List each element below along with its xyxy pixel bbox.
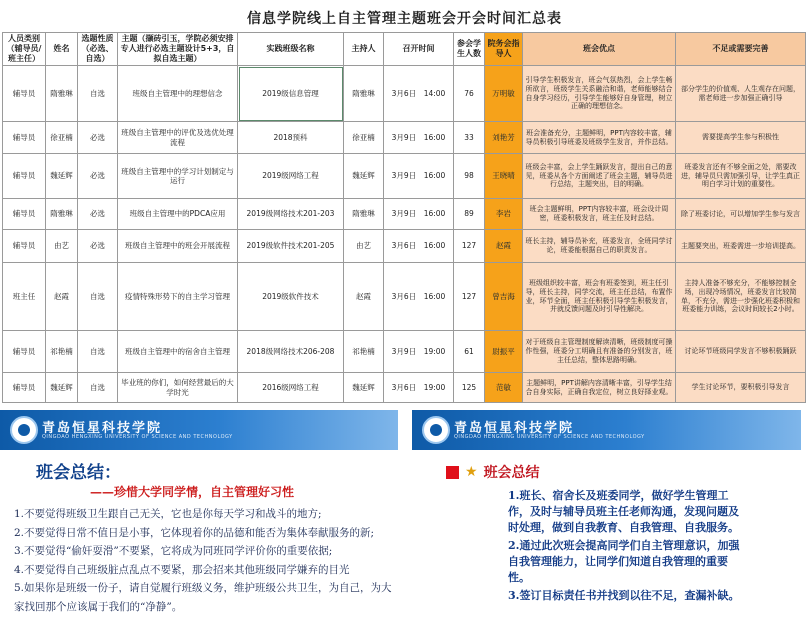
col-header-improvements: 不足或需要完善 bbox=[676, 33, 806, 66]
school-logo-icon bbox=[422, 416, 450, 444]
cell-type: 自选 bbox=[78, 66, 118, 122]
cell-type: 自选 bbox=[78, 331, 118, 373]
cell-time: 3月9日 19:00 bbox=[384, 331, 454, 373]
cell-name: 魏延辉 bbox=[46, 154, 78, 199]
cell-host: 徐亚楠 bbox=[344, 122, 384, 154]
cell-count: 89 bbox=[454, 199, 485, 230]
list-item: 4.不要觉得自己班级脏点乱点不要紧，那会招来其他班级同学嫌弃的目光 bbox=[14, 563, 350, 576]
cell-topic: 疫情特殊形势下的自主学习管理 bbox=[118, 263, 238, 331]
cell-advisor: 赵霞 bbox=[485, 230, 523, 263]
cell-strengths: 班级会丰富，会上学生踊跃发言，提出自己的意见，班委从各个方面阐述了班会主题，辅导员进行总结，主题突出，目的明确。 bbox=[523, 154, 676, 199]
cell-count: 127 bbox=[454, 263, 485, 331]
cell-time: 3月9日 16:00 bbox=[384, 154, 454, 199]
cell-time: 3月6日 14:00 bbox=[384, 66, 454, 122]
cell-count: 127 bbox=[454, 230, 485, 263]
summary-list bbox=[508, 488, 748, 606]
cell-improvements: 主持人准备不够充分，不能够控制全场，出现冷场情况，班委发言比较简单，不充分，需进一步强化班委积极和班委能力训练，会议时间较长2小时。 bbox=[676, 263, 806, 331]
cell-name: 祁艳楠 bbox=[46, 331, 78, 373]
col-header-name: 姓名 bbox=[46, 33, 78, 66]
cell-improvements: 主题要突出，班委需进一步培训提高。 bbox=[676, 230, 806, 263]
cell-type: 自选 bbox=[78, 263, 118, 331]
school-banner bbox=[412, 410, 801, 450]
table-row bbox=[3, 263, 806, 331]
cell-advisor: 范敏 bbox=[485, 373, 523, 403]
cell-improvements: 除了班委讨论，可以增加学生参与发言 bbox=[676, 199, 806, 230]
right-summary-slide bbox=[412, 410, 801, 640]
slide-heading: 班会总结： bbox=[36, 463, 121, 483]
cell-host: 祁艳楠 bbox=[344, 331, 384, 373]
cell-role: 辅导员 bbox=[3, 331, 46, 373]
cell-improvements: 需要提高学生参与积极性 bbox=[676, 122, 806, 154]
cell-host: 隋雅琳 bbox=[344, 199, 384, 230]
table-header-row bbox=[3, 33, 806, 66]
cell-type: 自选 bbox=[78, 373, 118, 403]
cell-role: 辅导员 bbox=[3, 230, 46, 263]
cell-topic: 班级自主管理中的学习计划制定与运行 bbox=[118, 154, 238, 199]
cell-improvements: 学生讨论环节，要积极引导发言 bbox=[676, 373, 806, 403]
cell-class-selected[interactable]: 2019级信息管理 bbox=[238, 66, 344, 122]
list-item: 3.不要觉得“偷奸耍滑”不要紧，它将成为同班同学评价你的重要依据; bbox=[14, 545, 333, 557]
cell-role: 辅导员 bbox=[3, 66, 46, 122]
cell-name: 由艺 bbox=[46, 230, 78, 263]
cell-topic: 毕业班的你们，如何经营最后的大学时光 bbox=[118, 373, 238, 403]
cell-type: 必选 bbox=[78, 154, 118, 199]
table-row bbox=[3, 154, 806, 199]
cell-strengths: 班会主题鲜明，PPT内容较丰富，班会设计周密，班委积极发言，班主任及时总结。 bbox=[523, 199, 676, 230]
red-square-icon bbox=[446, 466, 459, 479]
list-item: 2.不要觉得日常不值日是小事，它体现着你的品德和能否为集体奉献服务的新; bbox=[14, 526, 375, 539]
col-header-role: 人员类别（辅导员/班主任） bbox=[3, 33, 46, 66]
cell-class: 2018级网络技术206-208 bbox=[238, 331, 344, 373]
cell-host: 隋雅琳 bbox=[344, 66, 384, 122]
cell-role: 班主任 bbox=[3, 263, 46, 331]
cell-time: 3月6日 19:00 bbox=[384, 373, 454, 403]
cell-advisor: 万明敏 bbox=[485, 66, 523, 122]
table-row bbox=[3, 122, 806, 154]
cell-count: 98 bbox=[454, 154, 485, 199]
meeting-summary-table bbox=[2, 32, 806, 403]
cell-class: 2019级软件技术201-205 bbox=[238, 230, 344, 263]
cell-type: 必选 bbox=[78, 230, 118, 263]
cell-topic: 班级自主管理中的宿舍自主管理 bbox=[118, 331, 238, 373]
left-summary-slide bbox=[0, 410, 398, 640]
col-header-type: 选题性质（必选、自选） bbox=[78, 33, 118, 66]
slide-heading-wrap bbox=[446, 462, 540, 482]
cell-topic: 班级自主管理中的PDCA应用 bbox=[118, 199, 238, 230]
cell-time: 3月9日 16:00 bbox=[384, 122, 454, 154]
table-row bbox=[3, 373, 806, 403]
cell-name: 魏延辉 bbox=[46, 373, 78, 403]
cell-improvements: 讨论环节班级同学发言不够积极踊跃 bbox=[676, 331, 806, 373]
cell-strengths: 班会准备充分，主题鲜明，PPT内容较丰富，辅导员积极引导班委及班级学生发言，并作总结。 bbox=[523, 122, 676, 154]
cell-class: 2016级网络工程 bbox=[238, 373, 344, 403]
cell-role: 辅导员 bbox=[3, 373, 46, 403]
col-header-count: 参会学生人数 bbox=[454, 33, 485, 66]
list-item: 2.通过此次班会提高同学们自主管理意识，加强自我管理能力，让同学们知道自我管理的重要性。 bbox=[508, 539, 740, 584]
cell-role: 辅导员 bbox=[3, 154, 46, 199]
cell-type: 必选 bbox=[78, 122, 118, 154]
cell-time: 3月6日 16:00 bbox=[384, 263, 454, 331]
cell-name: 赵霞 bbox=[46, 263, 78, 331]
document-title: 信息学院线上自主管理主题班会开会时间汇总表 bbox=[247, 11, 562, 27]
cell-count: 125 bbox=[454, 373, 485, 403]
cell-advisor: 王晓晴 bbox=[485, 154, 523, 199]
cell-name: 隋雅琳 bbox=[46, 66, 78, 122]
cell-name: 徐亚楠 bbox=[46, 122, 78, 154]
table-row bbox=[3, 66, 806, 122]
list-item: 5.如果你是班级一份子，请自觉履行班级义务，维护班级公共卫生，为自己，为大家找回那个应该属于我们的“净静”。 bbox=[14, 582, 392, 613]
cell-strengths: 对于班级自主管理制度解读清晰，班级制度可操作性强，班委分工明确且有准备的分别发言，班主任总结，整体思路明确。 bbox=[523, 331, 676, 373]
cell-advisor: 李岩 bbox=[485, 199, 523, 230]
cell-improvements: 部分学生的价值观、人生观存在问题，需老师进一步加强正确引导 bbox=[676, 66, 806, 122]
cell-topic: 班级自主管理中的理想信念 bbox=[118, 66, 238, 122]
cell-class: 2019级网络工程 bbox=[238, 154, 344, 199]
cell-role: 辅导员 bbox=[3, 199, 46, 230]
cell-advisor: 刘艳芳 bbox=[485, 122, 523, 154]
slide-heading: 班会总结 bbox=[483, 465, 540, 481]
school-name: 青岛恒星科技学院 bbox=[454, 421, 575, 436]
cell-time: 3月9日 16:00 bbox=[384, 199, 454, 230]
cell-class: 2019级网络技术201-203 bbox=[238, 199, 344, 230]
cell-strengths: 班级组织较丰富，班会有班委签到，班主任引导，班长主持，同学交流，班主任总结，布置作业，环节全面，班主任积极引导学生积极发言，并就反馈问题及时引导性解决。 bbox=[523, 263, 676, 331]
cell-name: 隋雅琳 bbox=[46, 199, 78, 230]
col-header-strengths: 班会优点 bbox=[523, 33, 676, 66]
table-row bbox=[3, 331, 806, 373]
cell-type: 必选 bbox=[78, 199, 118, 230]
summary-list bbox=[14, 505, 394, 616]
cell-time: 3月6日 16:00 bbox=[384, 230, 454, 263]
cell-count: 76 bbox=[454, 66, 485, 122]
school-name: 青岛恒星科技学院 bbox=[42, 421, 163, 436]
cell-strengths: 班长主持，辅导员补充，班委发言，全班同学讨论，班委能根据自己的职责发言。 bbox=[523, 230, 676, 263]
cell-advisor: 尉振平 bbox=[485, 331, 523, 373]
table-row bbox=[3, 230, 806, 263]
col-header-topic: 主题（撷砖引玉，学院必须安排专人进行必选主题设计5+3，自拟自选主题） bbox=[118, 33, 238, 66]
list-item: 3.签订目标责任书并找到以往不足，查漏补缺。 bbox=[508, 589, 740, 602]
cell-count: 61 bbox=[454, 331, 485, 373]
cell-class: 2018预科 bbox=[238, 122, 344, 154]
school-logo-icon bbox=[10, 416, 38, 444]
table-row bbox=[3, 199, 806, 230]
list-item: 1.不要觉得班级卫生跟自己无关，它也是你每天学习和战斗的地方; bbox=[14, 508, 322, 520]
school-name-en: QINGDAO HENGXING UNIVERSITY OF SCIENCE AND TECHNOLOGY bbox=[454, 434, 645, 440]
star-icon: ★ bbox=[465, 464, 478, 480]
cell-count: 33 bbox=[454, 122, 485, 154]
cell-improvements: 班委发言还有不够全面之处，需要改进，辅导员只需加强引导，让学生真正明白学习计划的重要性。 bbox=[676, 154, 806, 199]
cell-strengths: 引导学生积极发言，班会气氛热烈，会上学生畅所欲言，班级学生关系融洽和谐，老师能够结合自身学习经历，引导学生能够好自身管理，树立正确的理想信念。 bbox=[523, 66, 676, 122]
col-header-class: 实践班级名称 bbox=[238, 33, 344, 66]
cell-host: 魏延辉 bbox=[344, 154, 384, 199]
col-header-advisor: 院务会指导人 bbox=[485, 33, 523, 66]
col-header-host: 主持人 bbox=[344, 33, 384, 66]
school-name-en: QINGDAO HENGXING UNIVERSITY OF SCIENCE AND TECHNOLOGY bbox=[42, 434, 233, 440]
cell-role: 辅导员 bbox=[3, 122, 46, 154]
cell-topic: 班级自主管理中的班会开展流程 bbox=[118, 230, 238, 263]
cell-strengths: 主题鲜明，PPT讲解内容清晰丰富，引导学生结合自身实际，正确自我定位，树立良好择业观。 bbox=[523, 373, 676, 403]
slide-subheading: ——珍惜大学同学情，自主管理好习性 bbox=[90, 485, 295, 499]
cell-host: 魏延辉 bbox=[344, 373, 384, 403]
school-banner bbox=[0, 410, 398, 450]
cell-advisor: 曾吉海 bbox=[485, 263, 523, 331]
cell-host: 由艺 bbox=[344, 230, 384, 263]
cell-host: 赵霞 bbox=[344, 263, 384, 331]
cell-topic: 班级自主管理中的评优及选优处理流程 bbox=[118, 122, 238, 154]
cell-class: 2019级软件技术 bbox=[238, 263, 344, 331]
list-item: 1.班长、宿舍长及班委同学，做好学生管理工作，及时与辅导员班主任老师沟通，发现问题及时处理，做到自我教育、自我管理、自我服务。 bbox=[508, 489, 739, 534]
col-header-time: 召开时间 bbox=[384, 33, 454, 66]
